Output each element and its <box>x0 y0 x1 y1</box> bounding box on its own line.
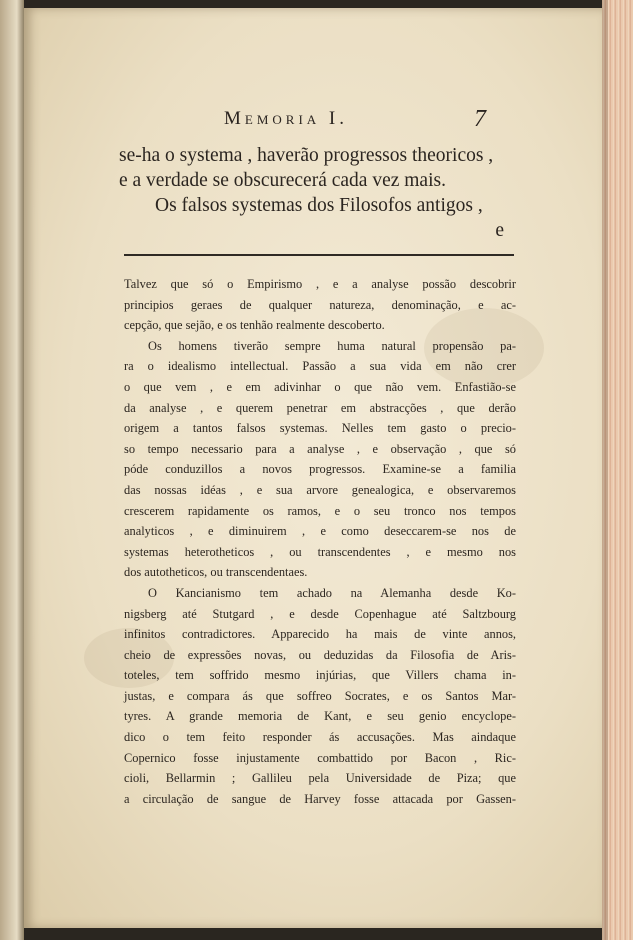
note-line: póde conduzillos a novos progressos. Examine-se a familia <box>124 462 516 477</box>
main-text-line: e a verdade se obscurecerá cada vez mais. <box>119 170 446 191</box>
main-text-line: se-ha o systema , haverão progressos theoricos , <box>119 145 494 166</box>
note-paragraph <box>124 274 516 336</box>
note-line: principios geraes de qualquer natureza, denominação, e ac- <box>124 297 516 312</box>
note-line: analyticos , e diminuirem , e como deseccarem-se nos de <box>124 524 516 539</box>
facing-page-edge <box>0 0 24 940</box>
note-line: a circulação de sangue de Harvey fosse attacada por Gassen- <box>124 791 516 806</box>
note-line: ra o idealismo intellectual. Passão a sua vida em não crer <box>124 359 516 374</box>
note-line: toteles, tem soffrido mesmo injúrias, que Villers chama in- <box>124 668 516 683</box>
note-line: systemas heterotheticos , ou transcendentes , e mesmo nos <box>124 544 516 559</box>
note-line: cioli, Bellarmin ; Gallileu pela Universidade de Piza; que <box>124 771 516 786</box>
book-page <box>24 8 602 928</box>
note-line: das nossas idéas , e sua arvore genealogica, e observaremos <box>124 482 516 497</box>
book-fore-edge <box>602 0 633 940</box>
page-number: 7 <box>474 106 486 132</box>
note-line: cheio de expressões novas, ou deduzidas da Filosofia de Aris- <box>124 647 516 662</box>
main-text-line: Os falsos systemas dos Filosofos antigos , <box>155 195 483 216</box>
note-line: nigsberg até Stutgard , e desde Copenhague até Saltzbourg <box>124 606 516 621</box>
note-paragraph <box>124 583 516 810</box>
note-line: dos autotheticos, ou transcendentaes. <box>124 565 308 580</box>
note-line: so tempo necessario para a analyse , e observação , que só <box>124 441 516 456</box>
note-line: origem a tantos falsos systemas. Nelles tem gasto o precio- <box>124 421 516 436</box>
main-text <box>119 143 514 243</box>
note-line: Talvez que só o Empirismo , e a analyse possão descobrir <box>124 277 516 291</box>
note-paragraph <box>124 336 516 583</box>
note-line: da analyse , e querem penetrar em abstracções , que derão <box>124 400 516 415</box>
note-line: Copernico fosse injustamente combattido por Bacon , Ric- <box>124 750 516 765</box>
note-line: dico o tem feito responder ás accusações. Mas aindaque <box>124 730 516 745</box>
note-line: tyres. A grande memoria de Kant, e seu genio encyclope- <box>124 709 516 724</box>
note-line: O Kancianismo tem achado na Alemanha desde Ko- <box>148 585 516 600</box>
page-header <box>24 108 602 138</box>
note-line: o que vem , e em adivinhar o que não vem. Enfastião-se <box>124 379 516 394</box>
note-line: crescerem rapidamente os ramos, e o seu tronco nos tempos <box>124 503 516 518</box>
footnotes <box>124 274 516 809</box>
note-line: justas, e compara ás que soffreo Socrates, e os Santos Mar- <box>124 688 516 703</box>
catchword: e <box>495 220 504 241</box>
note-line: cepção, que sejão, e os tenhão realmente descoberto. <box>124 318 385 333</box>
running-title: Memoria I. <box>224 108 348 129</box>
note-line: infinitos contradictores. Apparecido ha mais de vinte annos, <box>124 627 516 642</box>
note-line: Os homens tiverão sempre huma natural propensão pa- <box>148 338 516 353</box>
footnote-rule <box>124 254 514 256</box>
